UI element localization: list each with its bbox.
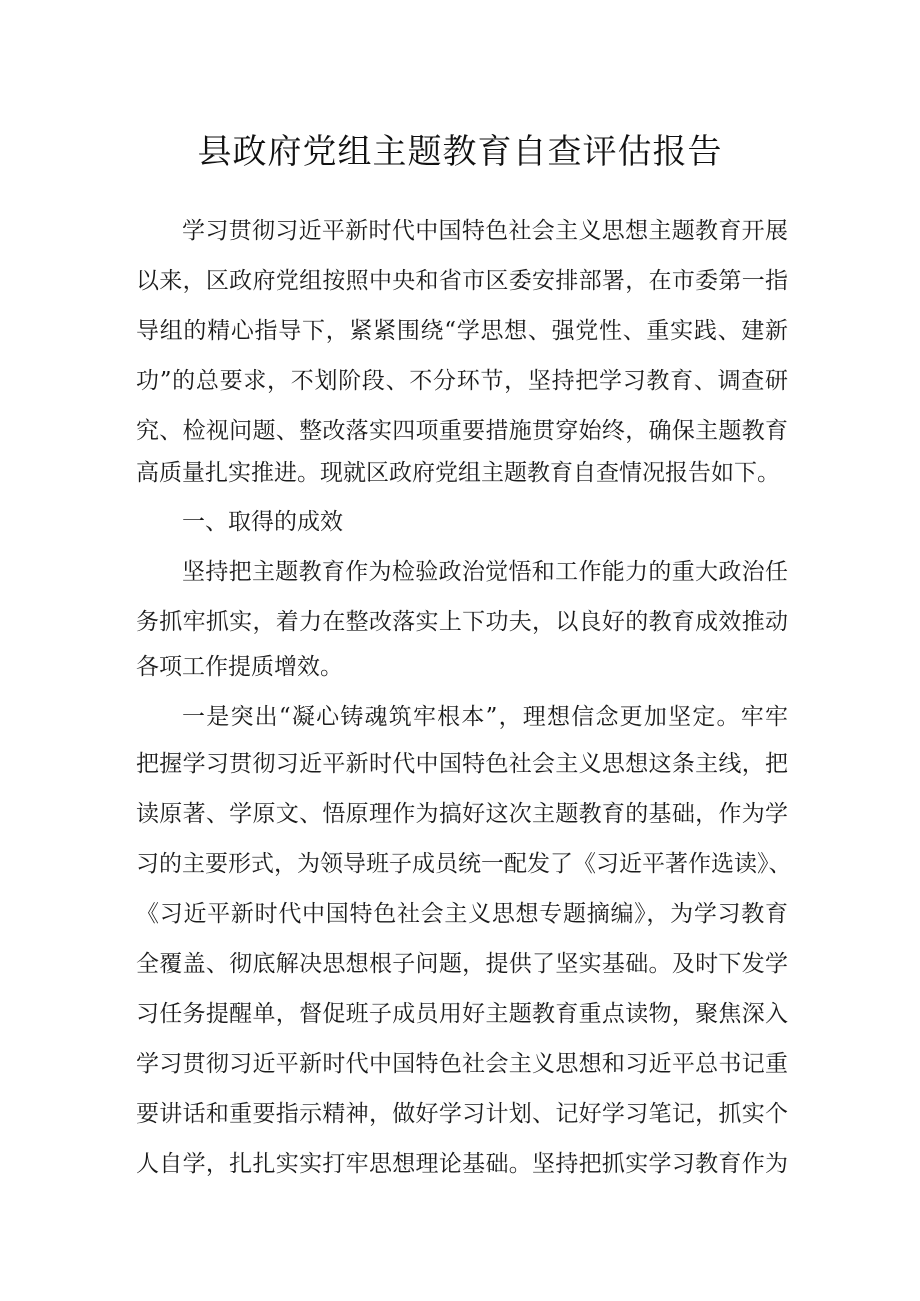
paragraph-line: 导组的精心指导下，紧紧围绕“学思想、强党性、重实践、建新: [136, 318, 788, 344]
section-heading: 一、取得的成效: [182, 509, 343, 535]
paragraph-line: 学习贯彻习近平新时代中国特色社会主义思想和习近平总书记重: [136, 1051, 788, 1077]
paragraph-line: 人自学，扎扎实实打牢思想理论基础。坚持把抓实学习教育作为: [136, 1151, 788, 1177]
paragraph-line: 学习贯彻习近平新时代中国特色社会主义思想主题教育开展: [182, 218, 788, 244]
paragraph-line: 坚持把主题教育作为检验政治觉悟和工作能力的重大政治任: [182, 559, 788, 585]
paragraph-line: 以来，区政府党组按照中央和省市区委安排部署，在市委第一指: [136, 268, 788, 294]
paragraph-line: 《习近平新时代中国特色社会主义思想专题摘编》，为学习教育: [136, 901, 788, 927]
paragraph-line: 要讲话和重要指示精神，做好学习计划、记好学习笔记，抓实个: [136, 1101, 788, 1127]
paragraph-line: 习任务提醒单，督促班子成员用好主题教育重点读物，聚焦深入: [136, 1001, 788, 1027]
document-title: 县政府党组主题教育自查评估报告: [197, 132, 723, 172]
paragraph-line: 高质量扎实推进。现就区政府党组主题教育自查情况报告如下。: [136, 460, 780, 486]
paragraph-line: 把握学习贯彻习近平新时代中国特色社会主义思想这条主线，把: [136, 751, 788, 777]
paragraph-line: 习的主要形式，为领导班子成员统一配发了《习近平著作选读》、: [136, 851, 792, 877]
paragraph-line: 一是突出“凝心铸魂筑牢根本”，理想信念更加坚定。牢牢: [182, 704, 788, 730]
paragraph-line: 功”的总要求，不划阶段、不分环节，坚持把学习教育、调查研: [136, 368, 788, 394]
paragraph-line: 读原著、学原文、悟原理作为搞好这次主题教育的基础，作为学: [136, 801, 788, 827]
paragraph-line: 各项工作提质增效。: [136, 654, 343, 680]
paragraph-line: 务抓牢抓实，着力在整改落实上下功夫，以良好的教育成效推动: [136, 609, 788, 635]
paragraph-line: 究、检视问题、整改落实四项重要措施贯穿始终，确保主题教育: [136, 418, 788, 444]
paragraph-line: 全覆盖、彻底解决思想根子问题，提供了坚实基础。及时下发学: [136, 951, 788, 977]
